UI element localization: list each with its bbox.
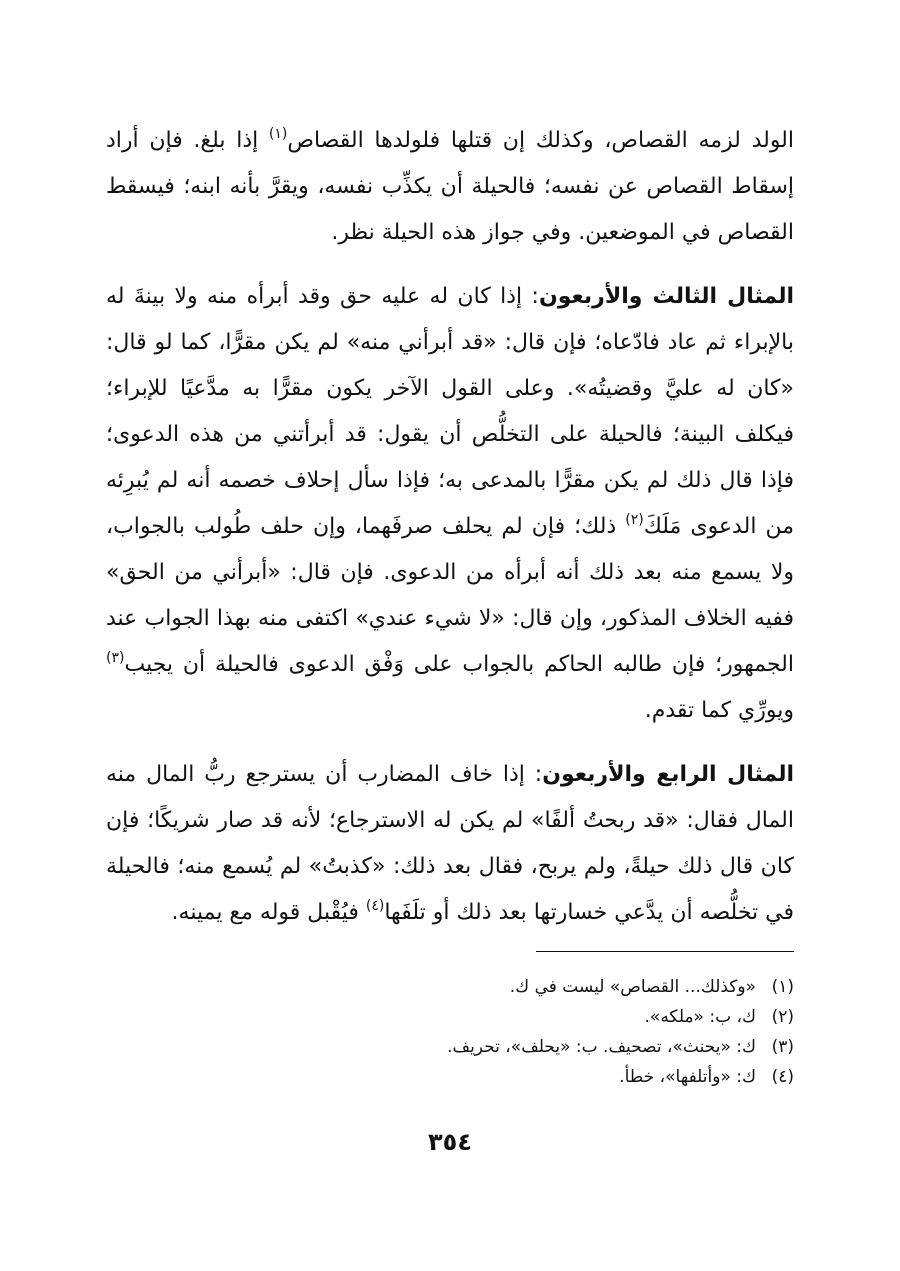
footnote-3 <box>106 1032 794 1062</box>
example-44-text-a: : إذا خاف المضارب أن يسترجع ربُّ المال منه المال فقال: «قد ربحتُ ألفًا» لم يكن له الاسترجاع؛ لأنه قد صار شريكًا؛ فإن كان قال ذلك حيلةً، ولم يربح، فقال بعد ذلك: «كذبتُ» لم يُسمع منه؛ فالحيلة في تخلُّصه أن يدَّعي خسارتها بعد ذلك أو تلَفَها <box>106 762 794 925</box>
footnote-1-number: (١) <box>771 977 794 997</box>
footnote-3-text: ك: «يحنث»، تصحيف. ب: «يحلف»، تحريف. <box>447 1037 756 1057</box>
footnote-ref-3[interactable]: (٣) <box>106 650 125 666</box>
footnote-4-number: (٤) <box>771 1067 794 1087</box>
paragraph-example-44 <box>106 752 794 936</box>
paragraph-example-43 <box>106 274 794 734</box>
footnote-ref-1[interactable]: (١) <box>268 126 288 142</box>
example-43-text-c: ويورِّي كما تقدم. <box>644 698 794 723</box>
footnote-ref-4[interactable]: (٤) <box>365 898 385 914</box>
paragraph-1-text-b: إذا بلغ. فإن أراد إسقاط القصاص عن نفسه؛ فالحيلة أن يكذِّب نفسه، ويقرَّ بأنه ابنه؛ فيسقط القصاص في الموضعين. وفي جواز هذه الحيلة نظر. <box>106 128 794 245</box>
footnote-2 <box>106 1002 794 1032</box>
footnote-1 <box>106 972 794 1002</box>
footnote-3-number: (٣) <box>771 1037 794 1057</box>
example-43-heading: المثال الثالث والأربعون <box>538 284 794 309</box>
footnote-divider <box>536 951 794 952</box>
footnote-1-text: «وكذلك... القصاص» ليست في ك. <box>509 977 756 997</box>
paragraph-1-text-a: الولد لزمه القصاص، وكذلك إن قتلها فلولدها القصاص <box>287 128 794 153</box>
footnote-2-number: (٢) <box>771 1007 794 1027</box>
example-44-heading: المثال الرابع والأربعون <box>542 762 795 787</box>
footnote-4-text: ك: «وأتلفها»، خطأ. <box>619 1067 756 1087</box>
footnote-4 <box>106 1062 794 1092</box>
page-number: ٣٥٤ <box>428 1128 472 1156</box>
page-body <box>106 118 794 936</box>
footnotes-list <box>106 972 794 1092</box>
example-44-text-b: فيُقْبل قوله مع يمينه. <box>171 900 366 925</box>
footnote-ref-2[interactable]: (٢) <box>625 512 644 528</box>
footnote-2-text: ك، ب: «ملكه». <box>644 1007 756 1027</box>
example-43-text-a: : إذا كان له عليه حق وقد أبرأه منه ولا بينةَ له بالإبراء ثم عاد فادّعاه؛ فإن قال: «قد أبرأني منه» لم يكن مقرًّا، كما لو قال: «كان له عليَّ وقضيتُه». وعلى القول الآخر يكون مقرًّا به مدَّعيًا للإبراء؛ فيكلف البينة؛ فالحيلة على التخلُّص أن يقول: قد أبرأتني من هذه الدعوى؛ فإذا قال ذلك لم يكن مقرًّا بالمدعى به؛ فإذا سأل إحلاف خصمه أنه لم يُبرِئه من الدعوى مَلَكَ <box>106 284 794 539</box>
paragraph-1 <box>106 118 794 256</box>
example-43-text-b: ذلك؛ فإن لم يحلف صرفَهما، وإن حلف طُولب بالجواب، ولا يسمع منه بعد ذلك أنه أبرأه من الدعوى. فإن قال: «أبرأني من الحق» ففيه الخلاف المذكور، وإن قال: «لا شيء عندي» اكتفى منه بهذا الجواب عند الجمهور؛ فإن طالبه الحاكم بالجواب على وَفْق الدعوى فالحيلة أن يجيب <box>106 514 794 677</box>
